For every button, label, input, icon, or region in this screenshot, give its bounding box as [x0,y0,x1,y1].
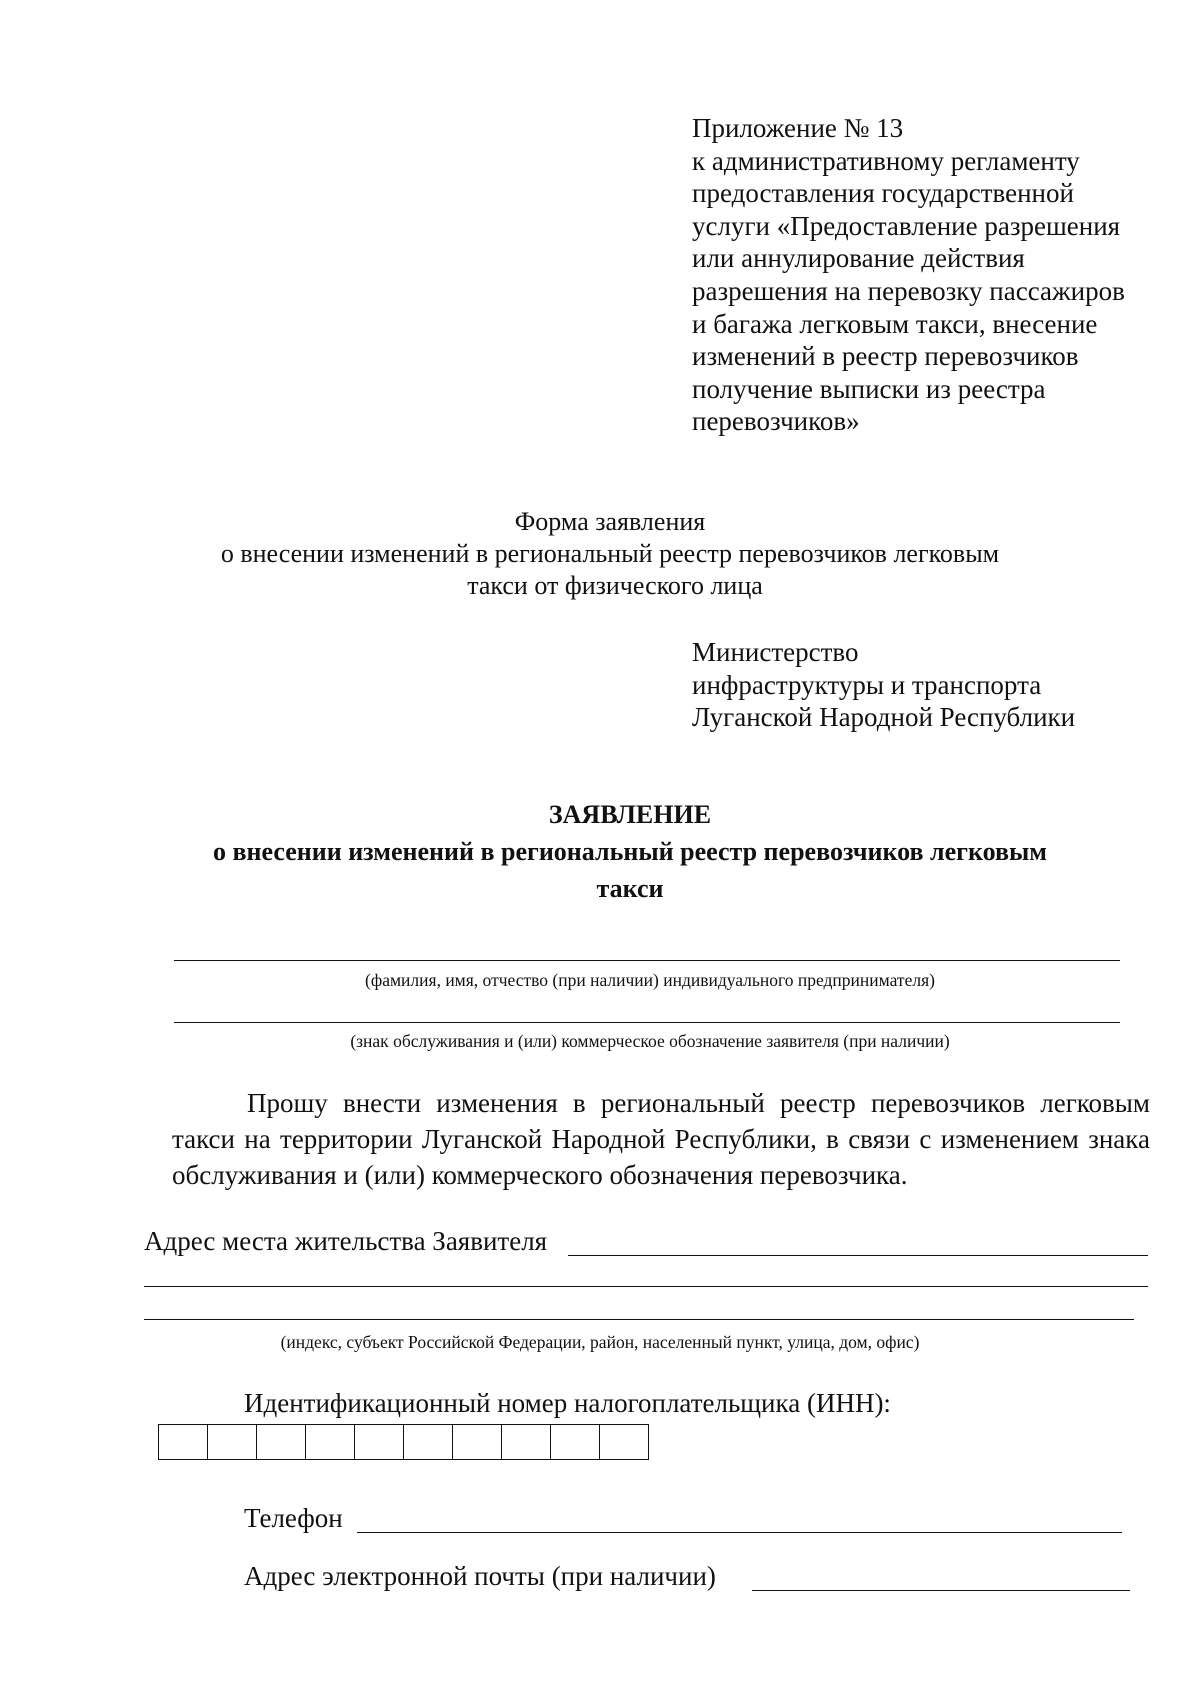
inn-digit-cell[interactable] [257,1425,306,1459]
form-heading-line: о внесении изменений в региональный реестр перевозчиков легковым [220,539,1000,568]
document-title [0,796,1200,907]
phone-label: Телефон [244,1503,343,1533]
appendix-line: услуги «Предоставление разрешения [692,210,1121,241]
fio-caption: (фамилия, имя, отчество (при наличии) индивидуального предпринимателя) [365,970,935,990]
title-main: ЗАЯВЛЕНИЕ [548,800,712,829]
appendix-line: получение выписки из реестра [692,373,1046,404]
trademark-field-line[interactable] [174,1022,1120,1023]
address-field-line-2[interactable] [144,1286,1148,1287]
trademark-caption: (знак обслуживания и (или) коммерческое обозначение заявителя (при наличии) [350,1031,950,1051]
inn-input-grid [158,1424,649,1460]
inn-digit-cell[interactable] [355,1425,404,1459]
form-heading [0,506,1200,602]
appendix-line: разрешения на перевозку пассажиров [692,275,1125,306]
inn-digit-cell[interactable] [208,1425,257,1459]
appendix-block [692,112,1192,438]
appendix-line: изменений в реестр перевозчиков [692,341,1079,372]
title-line: такси [596,874,664,903]
addressee-line: Луганской Народной Республики [692,702,1076,733]
appendix-line: и багажа легковым такси, внесение [692,308,1098,339]
inn-digit-cell[interactable] [306,1425,355,1459]
inn-digit-cell[interactable] [600,1425,648,1459]
email-label: Адрес электронной почты (при наличии) [244,1561,716,1591]
form-heading-line: Форма заявления [514,507,706,536]
title-line: о внесении изменений в региональный реестр перевозчиков легковым [212,837,1048,866]
address-field-line-3[interactable] [144,1319,1134,1320]
address-field-line-1[interactable] [568,1255,1148,1256]
phone-field-line[interactable] [357,1532,1122,1533]
form-heading-line: такси от физического лица [467,571,763,600]
inn-digit-cell[interactable] [551,1425,600,1459]
request-paragraph [172,1085,1150,1193]
email-field-line[interactable] [752,1590,1130,1591]
request-text: Прошу внести изменения в региональный реестр перевозчиков легковым такси на территории Луганской Народной Республики, в связи с изменением знака обслуживания и (или) коммерческого обозначения перевозчика. [172,1088,1150,1190]
inn-label: Идентификационный номер налогоплательщика (ИНН): [244,1388,891,1418]
appendix-line: перевозчиков» [692,406,860,437]
appendix-line: предоставления государственной [692,178,1074,209]
appendix-line: или аннулирование действия [692,243,1025,274]
addressee-line: Министерство [692,637,859,667]
address-label: Адрес места жительства Заявителя [144,1226,548,1256]
inn-digit-cell[interactable] [453,1425,502,1459]
fio-field-line[interactable] [174,960,1120,961]
addressee-block [692,636,1075,734]
inn-digit-cell[interactable] [159,1425,208,1459]
addressee-line: инфраструктуры и транспорта [692,669,1042,700]
appendix-line: к административному регламенту [692,145,1080,176]
appendix-line: Приложение № 13 [692,113,904,143]
inn-digit-cell[interactable] [502,1425,551,1459]
address-caption: (индекс, субъект Российской Федерации, район, населенный пункт, улица, дом, офис) [280,1332,920,1352]
inn-digit-cell[interactable] [404,1425,453,1459]
